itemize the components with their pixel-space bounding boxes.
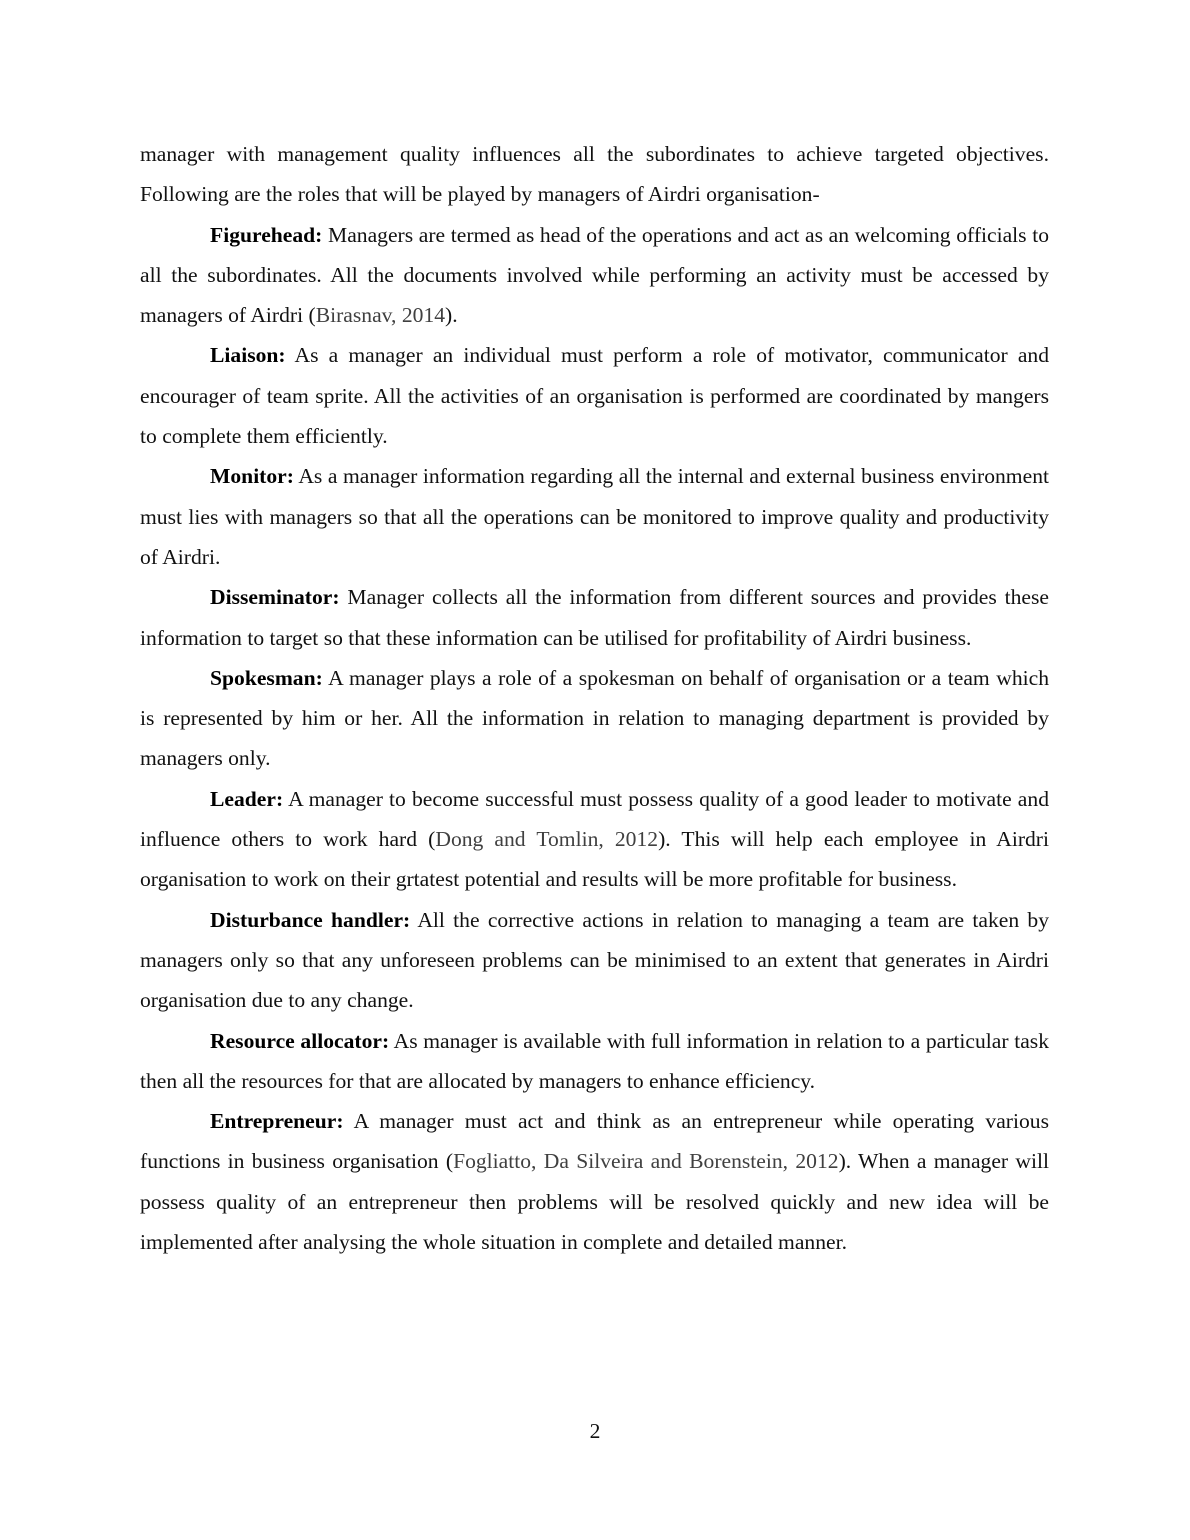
role-term: Liaison:	[210, 343, 286, 368]
role-description-continued: ).	[445, 303, 458, 328]
citation: Birasnav, 2014	[315, 303, 446, 328]
role-description: As a manager an individual must perform a role of motivator, communicator and encourager of team sprite. All the activities of an organisation is performed are coordinated by mangers to complete them efficiently.	[140, 343, 1049, 449]
citation: Fogliatto, Da Silveira and Borenstein, 2012	[453, 1149, 839, 1174]
role-spokesman	[140, 658, 1049, 779]
role-description: A manager to become successful must possess quality of a good leader to motivate and influence others to work hard (	[140, 786, 1049, 852]
role-resource-allocator	[140, 1021, 1049, 1102]
intro-paragraph: manager with management quality influences all the subordinates to achieve targeted objectives. Following are the roles that will be played by managers of Airdri organisation-	[140, 142, 1049, 207]
citation: Dong and Tomlin, 2012	[435, 827, 659, 852]
role-monitor	[140, 456, 1049, 577]
role-term: Entrepreneur:	[210, 1109, 344, 1134]
role-disturbance-handler	[140, 900, 1049, 1021]
page-number: 2	[589, 1419, 601, 1443]
role-figurehead	[140, 215, 1049, 336]
role-description: All the corrective actions in relation to managing a team are taken by managers only so that any unforeseen problems can be minimised to an extent that generates in Airdri organisation due to any change.	[140, 907, 1049, 1013]
role-description-continued: ). This will help each employee in Airdri organisation to work on their grtatest potential and results will be more profitable for business.	[140, 827, 1049, 892]
role-term: Monitor:	[210, 464, 294, 489]
role-description: A manager plays a role of a spokesman on behalf of organisation or a team which is represented by him or her. All the information in relation to managing department is provided by managers only.	[140, 665, 1049, 771]
role-description: A manager must act and think as an entrepreneur while operating various functions in business organisation (	[140, 1109, 1049, 1174]
role-entrepreneur	[140, 1101, 1049, 1262]
role-description: Manager collects all the information from different sources and provides these information to target so that these information can be utilised for profitability of Airdri business.	[140, 585, 1049, 650]
role-term: Figurehead:	[210, 222, 323, 247]
role-liaison	[140, 335, 1049, 456]
role-disseminator	[140, 577, 1049, 658]
role-description: Managers are termed as head of the operations and act as an welcoming officials to all the subordinates. All the documents involved while performing an activity must be accessed by managers of Airdri (	[140, 222, 1049, 328]
role-description: As a manager information regarding all the internal and external business environment must lies with managers so that all the operations can be monitored to improve quality and productivity of Airdri.	[140, 464, 1049, 569]
role-leader	[140, 779, 1049, 900]
role-description: As manager is available with full information in relation to a particular task then all the resources for that are allocated by managers to enhance efficiency.	[140, 1028, 1049, 1093]
role-term: Disturbance handler:	[210, 907, 411, 932]
role-description-continued: ). When a manager will possess quality of an entrepreneur then problems will be resolved quickly and new idea will be implemented after analysing the whole situation in complete and detailed manner.	[140, 1149, 1049, 1255]
body-text	[140, 134, 1049, 1262]
role-term: Disseminator:	[210, 585, 340, 610]
role-term: Resource allocator:	[210, 1028, 390, 1053]
role-term: Leader:	[210, 786, 284, 811]
role-term: Spokesman:	[210, 665, 323, 690]
